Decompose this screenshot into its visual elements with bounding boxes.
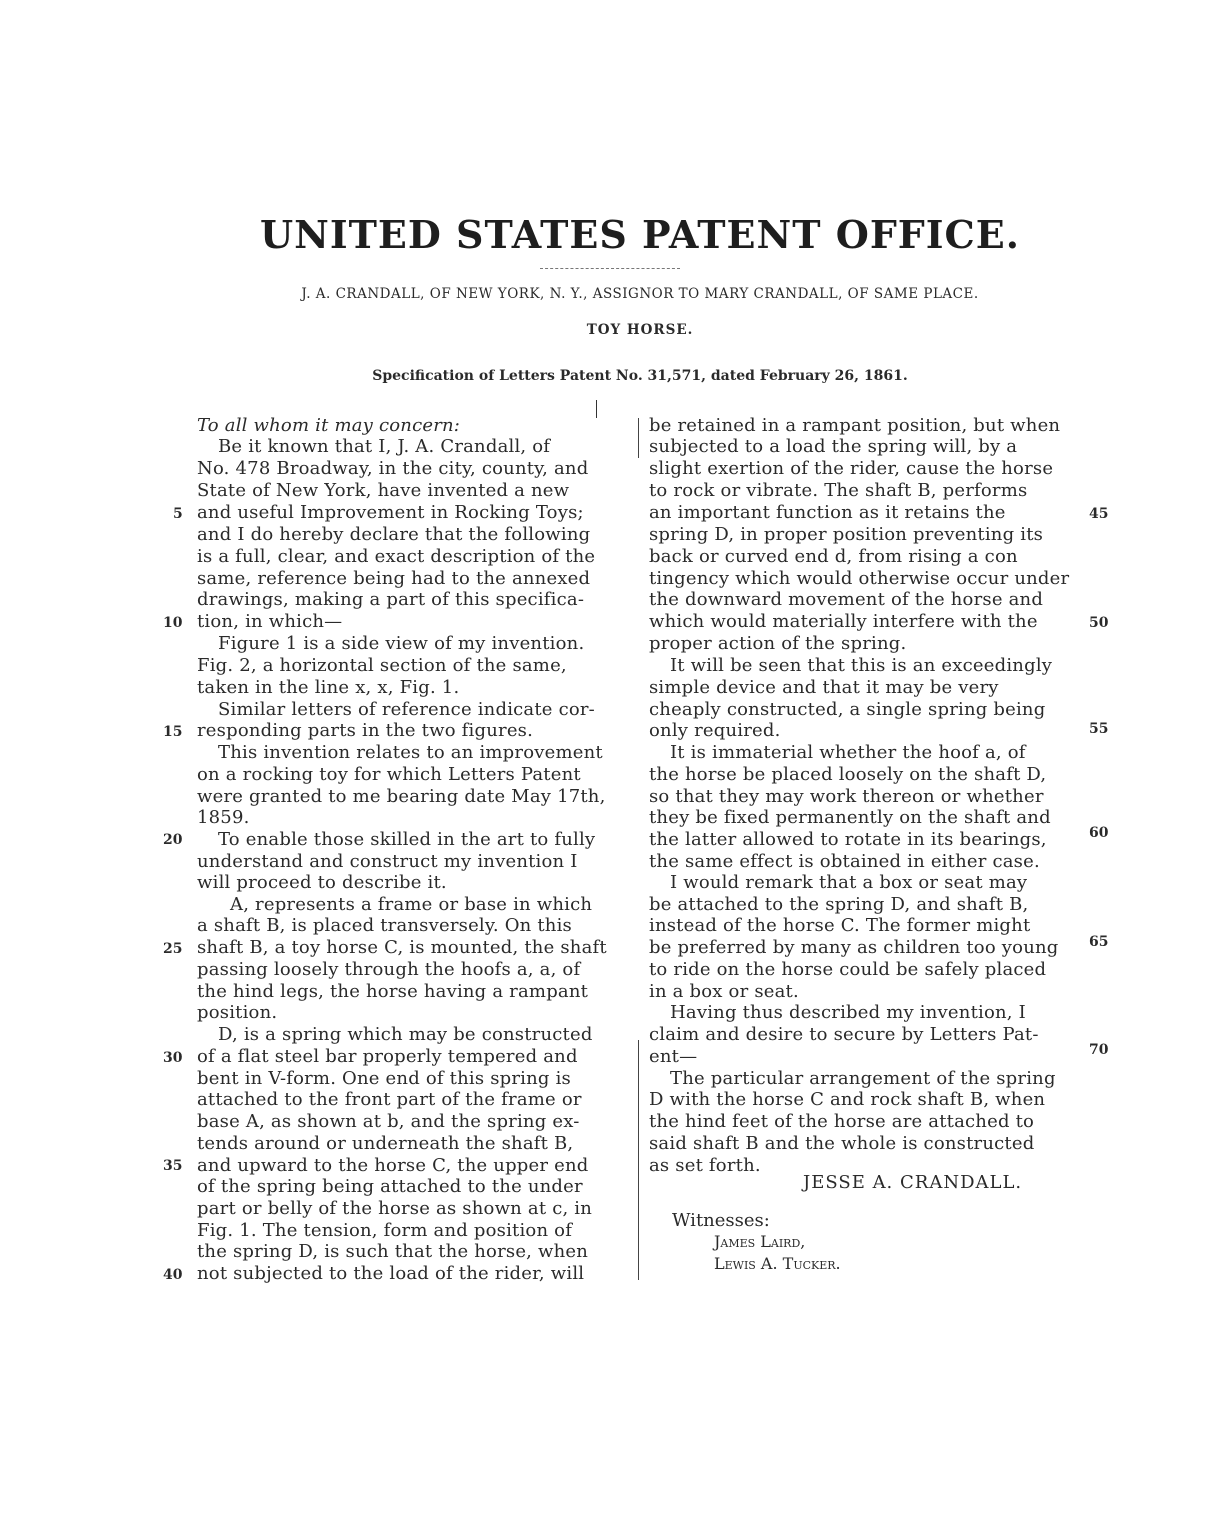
text-line: State of New York, have invented a new	[197, 480, 570, 501]
text-line: It will be seen that this is an exceedingly	[670, 655, 1053, 676]
text-line: they be fixed permanently on the shaft and	[649, 807, 1051, 828]
salutation: To all whom it may concern:	[197, 415, 461, 436]
text-line: I would remark that a box or seat may	[670, 872, 1028, 893]
text-line: to rock or vibrate. The shaft B, performs	[649, 480, 1028, 501]
text-line: were granted to me bearing date May 17th,	[197, 786, 606, 807]
text-line: attached to the front part of the frame or	[197, 1089, 582, 1110]
line-number: 10	[163, 615, 183, 631]
text-line: which would materially interfere with the	[649, 611, 1038, 632]
text-line: A, represents a frame or base in which	[230, 894, 593, 915]
text-line: back or curved end d, from rising a con	[649, 546, 1018, 567]
line-number: 30	[163, 1050, 183, 1066]
text-line: will proceed to describe it.	[197, 872, 447, 893]
text-line: drawings, making a part of this specifica-	[197, 589, 585, 610]
witness-name: James Laird,	[714, 1232, 806, 1251]
line-number: 40	[163, 1267, 183, 1283]
text-line: to ride on the horse could be safely placed	[649, 959, 1047, 980]
text-line: of the spring being attached to the under	[197, 1176, 583, 1197]
line-number: 55	[1089, 721, 1109, 737]
text-line: subjected to a load the spring will, by a	[649, 436, 1018, 457]
inventor-line: J. A. CRANDALL, OF NEW YORK, N. Y., ASSIGNOR TO MARY CRANDALL, OF SAME PLACE.	[301, 286, 979, 302]
text-line: so that they may work thereon or whether	[649, 786, 1044, 807]
text-line: understand and construct my invention I	[197, 851, 578, 872]
text-line: Similar letters of reference indicate cor-	[218, 699, 595, 720]
text-line: a shaft B, is placed transversely. On this	[197, 915, 572, 936]
text-line: Having thus described my invention, I	[670, 1002, 1026, 1023]
text-line: slight exertion of the rider, cause the horse	[649, 458, 1054, 479]
text-line: tends around or underneath the shaft B,	[197, 1133, 574, 1154]
witnesses-label: Witnesses:	[672, 1210, 770, 1231]
text-line: and upward to the horse C, the upper end	[197, 1155, 589, 1176]
text-line: the spring D, is such that the horse, when	[197, 1241, 589, 1262]
text-line: Be it known that I, J. A. Crandall, of	[218, 436, 551, 457]
text-line: said shaft B and the whole is constructed	[649, 1133, 1035, 1154]
title-rule	[540, 268, 680, 269]
text-line: the same effect is obtained in either case.	[649, 851, 1040, 872]
text-line: not subjected to the load of the rider, will	[197, 1263, 585, 1284]
text-line: proper action of the spring.	[649, 633, 907, 654]
text-line: responding parts in the two figures.	[197, 720, 534, 741]
text-line: be retained in a rampant position, but when	[649, 415, 1061, 436]
text-line: is a full, clear, and exact description of the	[197, 546, 596, 567]
text-line: D with the horse C and rock shaft B, when	[649, 1089, 1046, 1110]
text-line: passing loosely through the hoofs a, a, of	[197, 959, 581, 980]
text-line: the hind legs, the horse having a rampant	[197, 981, 589, 1002]
invention-title: TOY HORSE.	[586, 322, 694, 338]
text-line: the horse be placed loosely on the shaft D,	[649, 764, 1047, 785]
text-line: D, is a spring which may be constructed	[218, 1024, 593, 1045]
line-number: 15	[163, 724, 183, 740]
text-line: on a rocking toy for which Letters Patent	[197, 764, 581, 785]
text-line: the hind feet of the horse are attached to	[649, 1111, 1035, 1132]
text-line: ent—	[649, 1046, 698, 1067]
column-divider	[638, 418, 639, 458]
text-line: same, reference being had to the annexed	[197, 568, 591, 589]
text-line: It is immaterial whether the hoof a, of	[670, 742, 1026, 763]
text-line: simple device and that it may be very	[649, 677, 999, 698]
line-number: 60	[1089, 825, 1109, 841]
text-line: taken in the line x, x, Fig. 1.	[197, 677, 460, 698]
document-title: UNITED STATES PATENT OFFICE.	[259, 212, 1020, 257]
line-number: 65	[1089, 934, 1109, 950]
text-line: Fig. 1. The tension, form and position of	[197, 1220, 573, 1241]
text-line: base A, as shown at b, and the spring ex-	[197, 1111, 580, 1132]
text-line: Figure 1 is a side view of my invention.	[218, 633, 585, 654]
text-line: and I do hereby declare that the following	[197, 524, 591, 545]
text-line: claim and desire to secure by Letters Pat-	[649, 1024, 1039, 1045]
text-line: 1859.	[197, 807, 250, 828]
text-line: be attached to the spring D, and shaft B,	[649, 894, 1029, 915]
text-line: of a flat steel bar properly tempered and	[197, 1046, 578, 1067]
line-number: 25	[163, 941, 183, 957]
line-number: 5	[173, 506, 183, 522]
text-line: in a box or seat.	[649, 981, 799, 1002]
specification-line: Specification of Letters Patent No. 31,571, dated February 26, 1861.	[372, 368, 908, 384]
text-line: This invention relates to an improvement	[218, 742, 603, 763]
text-line: The particular arrangement of the spring	[670, 1068, 1056, 1089]
text-line: To enable those skilled in the art to fully	[218, 829, 596, 850]
text-line: Fig. 2, a horizontal section of the same,	[197, 655, 567, 676]
text-line: No. 478 Broadway, in the city, county, and	[197, 458, 589, 479]
text-line: spring D, in proper position preventing its	[649, 524, 1044, 545]
line-number: 35	[163, 1158, 183, 1174]
line-number: 45	[1089, 506, 1109, 522]
column-divider-top	[596, 400, 597, 418]
line-number: 20	[163, 832, 183, 848]
text-line: shaft B, a toy horse C, is mounted, the shaft	[197, 937, 607, 958]
text-line: the latter allowed to rotate in its bearings,	[649, 829, 1047, 850]
text-line: as set forth.	[649, 1155, 761, 1176]
text-line: an important function as it retains the	[649, 502, 1006, 523]
line-number: 50	[1089, 615, 1109, 631]
text-line: bent in V-form. One end of this spring is	[197, 1068, 571, 1089]
text-line: only required.	[649, 720, 781, 741]
text-line: tion, in which—	[197, 611, 343, 632]
text-line: part or belly of the horse as shown at c, in	[197, 1198, 593, 1219]
text-line: the downward movement of the horse and	[649, 589, 1044, 610]
text-line: and useful Improvement in Rocking Toys;	[197, 502, 584, 523]
text-line: position.	[197, 1002, 278, 1023]
column-divider	[638, 1040, 639, 1280]
witness-name: Lewis A. Tucker.	[714, 1254, 841, 1273]
text-line: tingency which would otherwise occur under	[649, 568, 1070, 589]
inventor-signature: JESSE A. CRANDALL.	[803, 1172, 1023, 1193]
text-line: cheaply constructed, a single spring being	[649, 699, 1046, 720]
text-line: instead of the horse C. The former might	[649, 915, 1031, 936]
text-line: be preferred by many as children too young	[649, 937, 1059, 958]
line-number: 70	[1089, 1042, 1109, 1058]
